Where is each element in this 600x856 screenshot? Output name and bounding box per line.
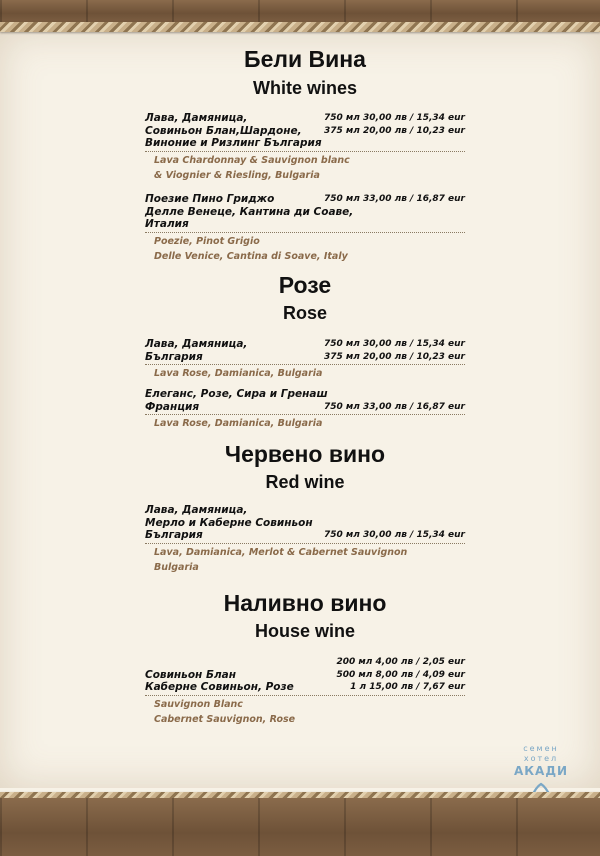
wine-line [145,338,465,351]
wine-line [145,681,465,694]
translation-line: Lava Rose, Damianica, Bulgaria [154,418,323,429]
wine-line [145,504,465,517]
wine-name: България [145,529,203,541]
wine-line [145,206,465,219]
logo-text-line2: хотел [523,754,559,763]
translation-line: Bulgaria [154,561,199,573]
wine-translation [145,366,465,381]
wine-item-poezie [145,193,465,264]
translation-line: Lava, Damianica, Merlot & Cabernet Sauvignon [154,546,408,558]
wine-name: Совиньон Блан,Шардоне, [145,124,302,137]
section-title-house-bg: Наливно вино [223,590,387,616]
wine-translation [145,234,465,264]
dotted-divider [145,695,465,696]
wine-line [145,137,465,150]
wine-name: Елеганс, Розе, Сира и Гренаш [145,388,328,400]
wine-name: България [145,350,203,363]
translation-line: Lava Chardonnay & Sauvignon blanc [154,154,350,166]
section-title-rose-bg: Розе [278,272,332,298]
wine-translation [145,697,465,727]
wood-top-border [0,0,600,22]
wine-price: 750 мл 33,00 лв / 16,87 eur [324,401,465,412]
wine-line [145,656,465,669]
wine-price: 500 мл 8,00 лв / 4,09 eur [336,669,465,680]
logo-text-line1: семен [523,744,559,753]
wine-line [145,218,465,231]
dotted-divider [145,543,465,544]
dotted-divider [145,232,465,233]
dotted-divider [145,414,465,415]
wine-name: Каберне Совиньон, Розе [145,681,294,693]
translation-line: Lava Rose, Damianica, Bulgaria [154,368,323,379]
wine-line [145,125,465,138]
wine-line [145,517,465,530]
wine-translation [145,545,465,575]
wine-line [145,388,465,401]
wine-name: Мерло и Каберне Совиньон [145,516,313,529]
wood-bottom-border [0,798,600,856]
wine-price: 200 мл 4,00 лв / 2,05 eur [336,657,465,667]
wine-line [145,401,465,414]
wine-price: 750 мл 33,00 лв / 16,87 eur [324,194,465,204]
rope-top-border [0,22,600,32]
wine-name: Лава, Дамяница, [145,112,248,124]
translation-line: Cabernet Sauvignon, Rose [154,713,296,725]
wine-price: 750 мл 30,00 лв / 15,34 eur [324,339,465,349]
section-title-red-en: Red wine [265,472,345,492]
wine-name: Франция [145,400,200,413]
wine-translation [145,153,465,183]
section-title-house-en: House wine [254,621,356,641]
wine-name: Поезие Пино Гриджо [145,193,275,205]
wine-price: 375 мл 20,00 лв / 10,23 eur [324,351,465,362]
wine-price: 750 мл 30,00 лв / 15,34 eur [324,530,465,540]
translation-line: & Viognier & Riesling, Bulgaria [154,169,320,181]
section-title-white-bg: Бели Вина [244,46,366,72]
wine-price: 1 л 15,00 лв / 7,67 eur [350,682,465,692]
dotted-divider [145,364,465,365]
translation-line: Delle Venice, Cantina di Soave, Italy [154,250,348,262]
wine-name: Совиньон Блан [145,668,236,681]
wine-item-elegance-rose [145,388,465,431]
wine-name: Лава, Дамяница, [145,338,248,350]
wine-name: Лава, Дамяница, [145,504,248,516]
section-title-rose-en: Rose [282,303,327,323]
logo-text-line3: АКАДИ [513,764,569,778]
wine-item-lava-rose [145,338,465,381]
wine-price: 750 мл 30,00 лв / 15,34 eur [324,113,465,123]
wine-line [145,351,465,364]
wine-name: Делле Венеце, Кантина ди Соаве, [145,205,354,218]
wine-item-lava-red [145,504,465,575]
translation-line: Sauvignon Blanc [154,698,243,710]
wine-item-lava-white [145,112,465,183]
section-title-red-bg: Червено вино [224,441,386,467]
wine-line [145,529,465,542]
wine-line [145,193,465,206]
wine-name: Виноние и Ризлинг България [145,137,322,149]
dotted-divider [145,151,465,152]
wine-name: Италия [145,218,189,230]
wine-line [145,112,465,125]
wine-item-house [145,656,465,727]
wine-line [145,669,465,682]
wine-translation [145,416,465,431]
wine-price: 375 мл 20,00 лв / 10,23 eur [324,125,465,136]
section-title-white-en: White wines [252,78,357,98]
translation-line: Poezie, Pinot Grigio [154,235,260,247]
